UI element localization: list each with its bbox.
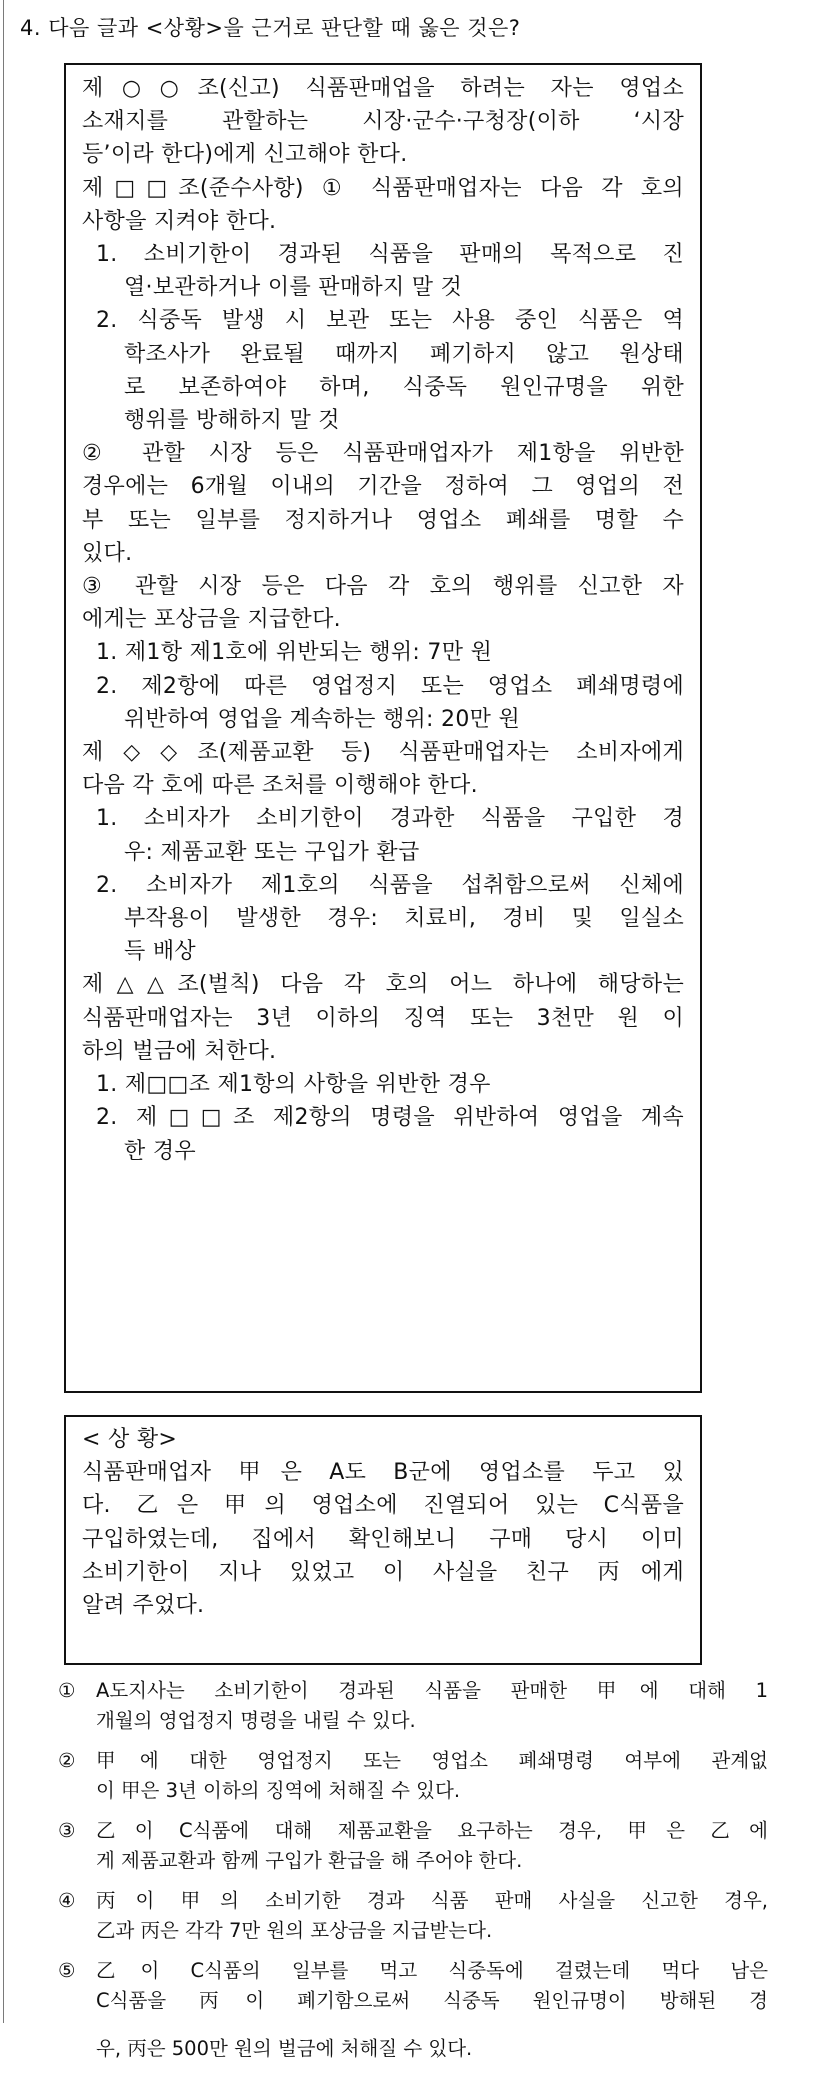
- situation-heading: < 상 황>: [82, 1427, 178, 1452]
- law-text-line: 제□□조(준수사항) ① 식품판매업자는 다음 각 호의: [82, 175, 684, 201]
- answer-option-4[interactable]: [58, 1886, 768, 1946]
- option-number: ②: [58, 1749, 76, 1772]
- law-text-line: 한 경우: [124, 1138, 196, 1164]
- law-text-line: 2. 소비자가 제1호의 식품을 섭취함으로써 신체에: [96, 872, 684, 898]
- law-text-line: 부 또는 일부를 정지하거나 영업소 폐쇄를 명할 수: [82, 507, 684, 533]
- law-text-line: 2. 제□□조 제2항의 명령을 위반하여 영업을 계속: [96, 1105, 684, 1131]
- law-text-line: 제◇◇조(제품교환 등) 식품판매업자는 소비자에게: [82, 740, 684, 766]
- law-text-line: 하의 벌금에 처한다.: [82, 1038, 277, 1064]
- law-text-line: 우: 제품교환 또는 구입가 환급: [124, 839, 420, 865]
- situation-text-line: 식품판매업자 甲은 A도 B군에 영업소를 두고 있: [82, 1460, 684, 1486]
- answer-option-1[interactable]: [58, 1676, 768, 1736]
- law-text-line: 1. 제1항 제1호에 위반되는 행위: 7만 원: [96, 640, 493, 666]
- option-text-line: 丙이 甲의 소비기한 경과 식품 판매 사실을 신고한 경우,: [96, 1889, 768, 1912]
- option-text-line: 이 甲은 3년 이하의 징역에 처해질 수 있다.: [96, 1779, 461, 1802]
- law-text-line: 학조사가 완료될 때까지 폐기하지 않고 원상태: [124, 341, 684, 367]
- answer-option-5[interactable]: [58, 1956, 768, 2064]
- page-margin-rule: [3, 0, 4, 2023]
- law-text-line: 로 보존하여야 하며, 식중독 원인규명을 위한: [124, 374, 684, 400]
- law-text-line: 위반하여 영업을 계속하는 행위: 20만 원: [124, 706, 521, 732]
- law-text-line: 사항을 지켜야 한다.: [82, 208, 277, 234]
- option-text-line: C식품을 丙이 폐기함으로써 식중독 원인규명이 방해된 경: [96, 1989, 768, 2012]
- law-text-line: 제○○조(신고) 식품판매업을 하려는 자는 영업소: [82, 76, 684, 101]
- law-text-line: 득 배상: [124, 939, 196, 965]
- law-text-line: 등’이라 한다)에게 신고해야 한다.: [82, 142, 408, 168]
- situation-text-line: 다. 乙은 甲의 영업소에 진열되어 있는 C식품을: [82, 1493, 684, 1519]
- option-text-line: A도지사는 소비기한이 경과된 식품을 판매한 甲에 대해 1: [96, 1679, 768, 1702]
- law-text-line: 2. 제2항에 따른 영업정지 또는 영업소 폐쇄명령에: [96, 673, 684, 699]
- option-text-line: 乙과 丙은 각각 7만 원의 포상금을 지급받는다.: [96, 1919, 493, 1942]
- question-title: 4. 다음 글과 <상황>을 근거로 판단할 때 옳은 것은?: [20, 16, 521, 40]
- law-text-line: 경우에는 6개월 이내의 기간을 정하여 그 영업의 전: [82, 474, 684, 500]
- law-text-line: 행위를 방해하지 말 것: [124, 408, 340, 434]
- law-text-line: 1. 소비기한이 경과된 식품을 판매의 목적으로 진: [96, 242, 684, 268]
- option-text-line: 우, 丙은 500만 원의 벌금에 처해질 수 있다.: [96, 2037, 473, 2060]
- law-text-line: 식품판매업자는 3년 이하의 징역 또는 3천만 원 이: [82, 1005, 684, 1031]
- law-text-line: ③ 관할 시장 등은 다음 각 호의 행위를 신고한 자: [82, 574, 684, 600]
- law-text-line: 2. 식중독 발생 시 보관 또는 사용 중인 식품은 역: [96, 308, 684, 334]
- answer-options: [58, 1676, 768, 2074]
- option-number: ③: [58, 1819, 76, 1842]
- answer-option-3[interactable]: [58, 1816, 768, 1876]
- law-text-line: 열·보관하거나 이를 판매하지 말 것: [124, 275, 463, 301]
- law-text-line: 제△△조(벌칙) 다음 각 호의 어느 하나에 해당하는: [82, 972, 684, 998]
- law-text-line: 부작용이 발생한 경우: 치료비, 경비 및 일실소: [124, 906, 684, 932]
- option-text-line: 개월의 영업정지 명령을 내릴 수 있다.: [96, 1709, 416, 1732]
- law-text-line: 소재지를 관할하는 시장·군수·구청장(이하 ‘시장: [82, 109, 684, 135]
- law-text-line: 1. 소비자가 소비기한이 경과한 식품을 구입한 경: [96, 806, 684, 832]
- option-text-line: 乙이 C식품의 일부를 먹고 식중독에 걸렸는데 먹다 남은: [96, 1959, 768, 1982]
- situation-text-line: 소비기한이 지나 있었고 이 사실을 친구 丙에게: [82, 1559, 684, 1585]
- law-text-line: 1. 제□□조 제1항의 사항을 위반한 경우: [96, 1072, 491, 1098]
- answer-option-2[interactable]: [58, 1746, 768, 1806]
- option-number: ①: [58, 1679, 76, 1702]
- situation-text-line: 알려 주었다.: [82, 1593, 205, 1619]
- option-text-line: 乙이 C식품에 대해 제품교환을 요구하는 경우, 甲은 乙에: [96, 1819, 768, 1842]
- law-text-line: 있다.: [82, 540, 133, 566]
- situation-box: [64, 1415, 702, 1665]
- law-text-line: ② 관할 시장 등은 식품판매업자가 제1항을 위반한: [82, 441, 684, 467]
- situation-text-line: 구입하였는데, 집에서 확인해보니 구매 당시 이미: [82, 1526, 684, 1552]
- option-text-line: 甲에 대한 영업정지 또는 영업소 폐쇄명령 여부에 관계없: [96, 1749, 768, 1772]
- option-number: ④: [58, 1889, 76, 1912]
- law-text-box: [64, 63, 702, 1393]
- option-number: ⑤: [58, 1959, 76, 1982]
- law-text-line: 에게는 포상금을 지급한다.: [82, 607, 341, 633]
- option-text-line: 게 제품교환과 함께 구입가 환급을 해 주어야 한다.: [96, 1849, 523, 1872]
- law-text-line: 다음 각 호에 따른 조처를 이행해야 한다.: [82, 773, 478, 799]
